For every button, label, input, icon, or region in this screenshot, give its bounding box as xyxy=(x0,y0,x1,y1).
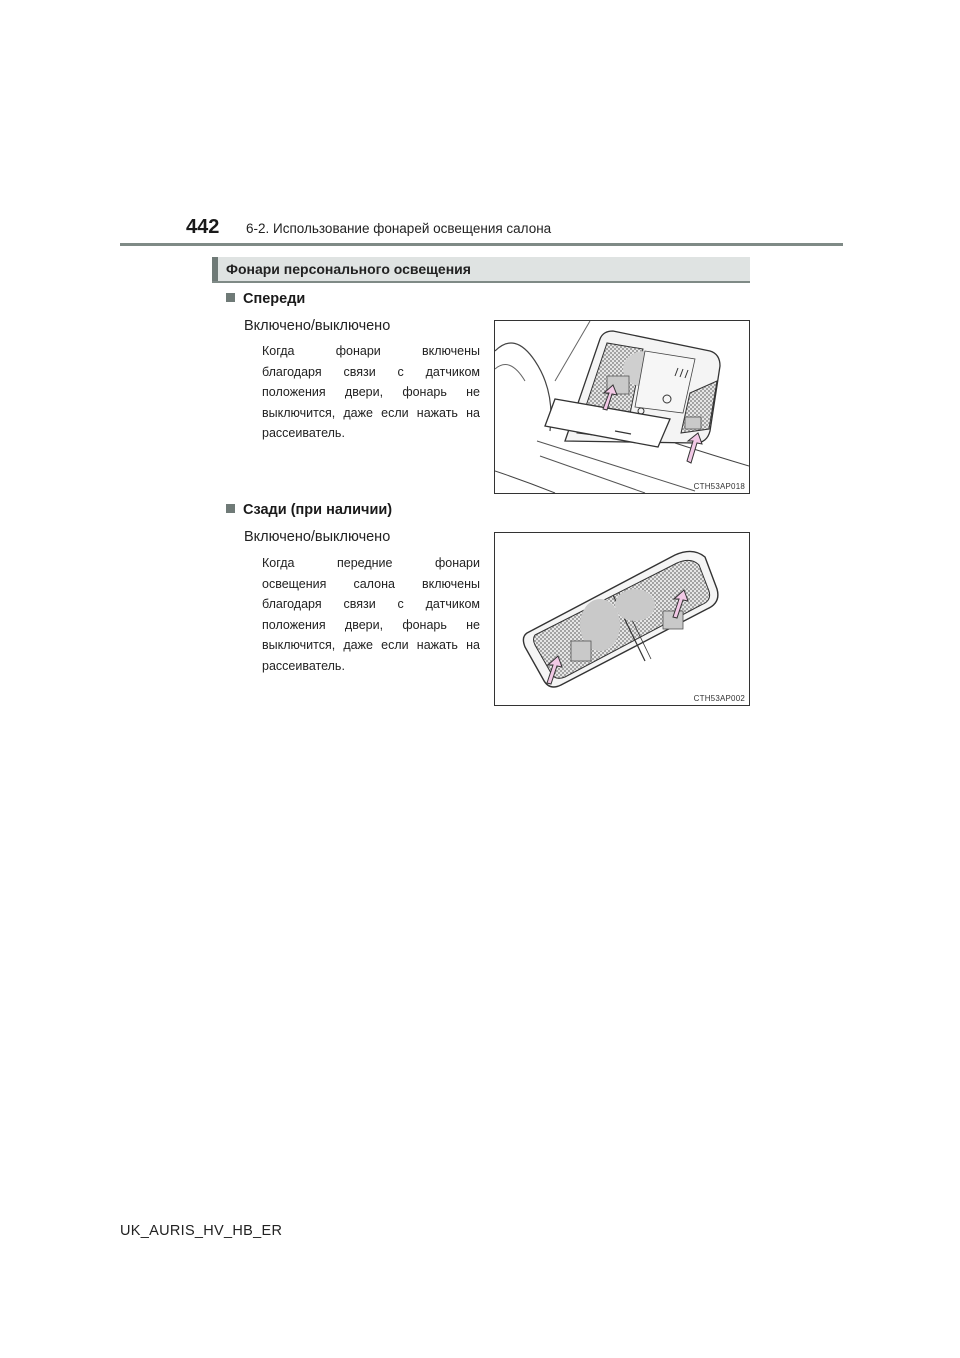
front-lamp-figure xyxy=(494,320,750,494)
rear-line: благодаря связи с датчиком xyxy=(262,597,480,611)
front-lamp-illustration xyxy=(495,321,749,493)
square-bullet-icon xyxy=(226,504,235,513)
front-line: выключится, даже если нажать на xyxy=(262,405,480,420)
rear-lamp-illustration xyxy=(495,533,749,705)
front-description xyxy=(262,341,480,444)
section-header xyxy=(212,257,750,283)
rear-description xyxy=(262,553,480,676)
rear-line: Когда передние фонари xyxy=(262,556,480,570)
rear-figure-code: CTH53AP002 xyxy=(693,694,745,703)
header-rule xyxy=(120,243,843,246)
footer-doc-code: UK_AURIS_HV_HB_ER xyxy=(120,1223,283,1239)
page-number: 442 xyxy=(186,216,220,238)
rear-mode: Включено/выключено xyxy=(244,529,391,545)
square-bullet-icon xyxy=(226,293,235,302)
rear-line: рассеиватель. xyxy=(262,658,345,673)
section-header-bar xyxy=(212,257,218,281)
rear-line: выключится, даже если нажать на xyxy=(262,638,480,652)
front-mode: Включено/выключено xyxy=(244,318,391,334)
front-heading xyxy=(226,291,305,307)
front-line: благодаря связи с датчиком xyxy=(262,364,480,379)
front-line: рассеиватель. xyxy=(262,426,345,440)
front-figure-code: CTH53AP018 xyxy=(693,482,745,491)
front-line: Когда фонари включены xyxy=(262,344,480,358)
front-heading-text: Спереди xyxy=(243,291,306,307)
rear-heading xyxy=(226,502,392,518)
section-title: Фонари персонального освещения xyxy=(226,261,471,277)
front-line: положения двери, фонарь не xyxy=(262,385,480,399)
rear-lamp-figure xyxy=(494,532,750,706)
rear-line: положения двери, фонарь не xyxy=(262,617,480,632)
rear-line: освещения салона включены xyxy=(262,576,480,591)
rear-heading-text: Сзади (при наличии) xyxy=(243,502,393,518)
chapter-title: 6-2. Использование фонарей освещения салона xyxy=(246,221,552,236)
